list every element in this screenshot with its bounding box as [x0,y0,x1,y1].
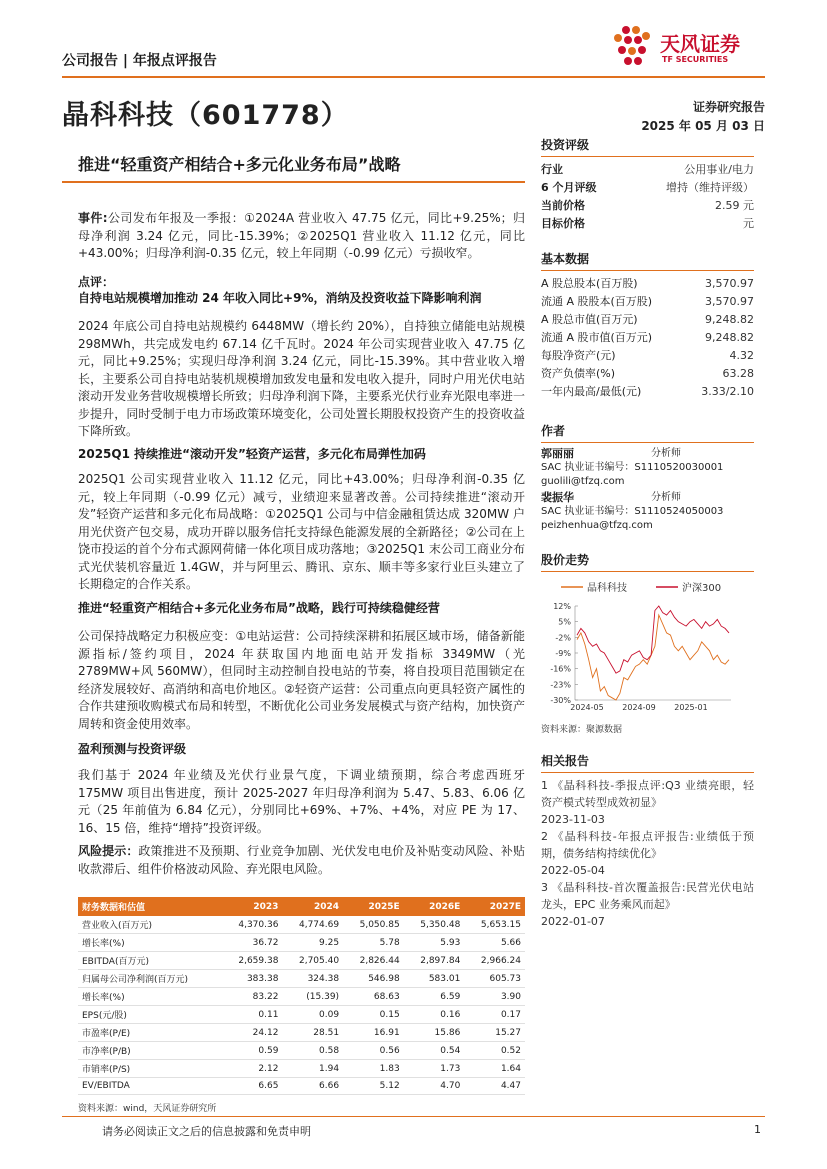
authors-panel [541,422,754,535]
kv-value: 元 [743,217,754,230]
related-divider [541,772,754,773]
table-header-cell: 2027E [464,897,525,916]
footer-divider [62,1116,765,1117]
y-tick-label: -9% [555,649,571,658]
chart-source: 资料来源：聚源数据 [541,725,623,735]
basic-divider [541,270,754,271]
kv-key: A 股总市值(百万元) [541,313,638,326]
legend-label: 沪深300 [682,583,722,594]
related-panel [541,752,754,930]
table-cell: 5.93 [404,934,465,952]
table-row [78,1042,525,1060]
table-cell: 0.52 [464,1042,525,1060]
table-cell: 0.58 [282,1042,343,1060]
x-tick-label: 2025-01 [674,703,708,712]
kv-key: 目标价格 [541,217,585,230]
author-email[interactable]: guolili@tfzq.com [541,476,625,487]
risk-paragraph [78,843,525,878]
kv-row [541,179,754,197]
author-role: 分析师 [651,492,681,503]
table-header-cell: 2023 [222,897,283,916]
kv-value: 增持（维持评级） [666,181,754,194]
kv-row [541,161,754,179]
kv-row [541,383,754,401]
kv-row [541,293,754,311]
table-cell: 5.66 [464,934,525,952]
table-source: 资料来源：wind，天风证券研究所 [78,1104,217,1114]
section-heading: 推进“轻重资产相结合+多元化业务布局”战略，践行可持续稳健经营 [78,601,440,615]
subtitle-divider [62,181,525,183]
kv-row [541,347,754,365]
table-cell: 5.78 [343,934,404,952]
risk-text: 政策推进不及预期、行业竞争加剧、光伏发电电价及补贴变动风险、补贴收款滞后、组件价格波动风险、弃光限电风险。 [78,844,525,876]
kv-row [541,365,754,383]
legend-label: 晶科科技 [587,583,627,594]
table-cell: 83.22 [222,988,283,1006]
y-tick-label: 12% [553,602,571,611]
section-heading: 2025Q1 持续推进“滚动开发”轻资产运营，多元化布局弹性加码 [78,447,426,461]
y-tick-label: -2% [555,633,571,643]
table-cell: 0.54 [404,1042,465,1060]
related-report-date: 2022-01-07 [541,915,605,928]
risk-label: 风险提示： [78,844,139,858]
table-cell: 4.70 [404,1078,465,1095]
related-heading: 相关报告 [541,754,590,768]
kv-key: 流通 A 股股本(百万股) [541,295,653,308]
table-cell: 增长率(%) [78,988,222,1006]
kv-key: 当前价格 [541,199,585,212]
table-cell: 4,370.36 [222,916,283,934]
table-row [78,1006,525,1024]
section-body: 2025Q1 公司实现营业收入 11.12 亿元，同比+43.00%；归母净利润-0.35 亿元，较上年同期（-0.99 亿元）减亏，业绩迎来显著改善。公司持续推进“滚动开发”轻资产运营和多元化布局战略：①2025Q1 公司与中信金融租赁达成 320MW 户用光伏资产包交易，成功开辟以服务信托支持绿色能源发展的全新路径；②公司在上饶市投运的首个分布式源网荷储一体化项目成功落地；③2025Q1 末公司工商业分布式光伏装机容量近 1.4GW，并与阿里云、腾讯、京东、顺丰等多家行业巨头建立了长期稳定的合作关系。 [78,472,525,591]
author-block [541,447,754,489]
table-cell: 4.47 [464,1078,525,1095]
table-row [78,970,525,988]
x-tick-label: 2024-05 [570,703,604,712]
author-line [541,491,754,505]
table-cell: 15.27 [464,1024,525,1042]
event-text: 公司发布年报及一季报：①2024A 营业收入 47.75 亿元，同比+9.25%；归母净利润 3.24 亿元，同比-15.39%；②2025Q1 营业收入 11.12 亿元，同比+43.00%；归母净利润-0.35 亿元，较上年同期（-0.99 亿元）亏损收窄。 [78,211,525,260]
kv-value: 3,570.97 [705,277,754,290]
basic-data-panel [541,250,754,401]
table-cell: 1.83 [343,1060,404,1078]
table-cell: 2,966.24 [464,952,525,970]
kv-value: 2.59 元 [715,199,754,212]
kv-key: 一年内最高/最低(元) [541,385,642,398]
table-cell: 9.25 [282,934,343,952]
table-cell: 0.17 [464,1006,525,1024]
y-tick-label: -30% [550,696,571,705]
author-role: 分析师 [651,448,681,459]
series-line-1 [577,606,729,673]
related-report-title: 2 《晶科科技-年报点评报告:业绩低于预期，债务结构持续优化》 [541,830,754,860]
table-cell: 324.38 [282,970,343,988]
header-divider [62,76,765,78]
kv-key: 6 个月评级 [541,181,597,194]
footer-disclaimer: 请务必阅读正文之后的信息披露和免责申明 [102,1125,311,1138]
report-type: 证券研究报告 [692,100,765,114]
table-header-cell: 2024 [282,897,343,916]
table-cell: 6.65 [222,1078,283,1095]
kv-row [541,215,754,233]
financial-table-wrap [78,897,525,1114]
basic-heading: 基本数据 [541,252,590,266]
rating-heading: 投资评级 [541,138,590,152]
table-cell: 0.15 [343,1006,404,1024]
kv-key: 行业 [541,163,563,176]
table-header-cell: 2026E [404,897,465,916]
rating-divider [541,156,754,157]
table-cell: 3.90 [464,988,525,1006]
related-report-item[interactable] [541,828,754,879]
table-cell: 0.56 [343,1042,404,1060]
table-cell: EV/EBITDA [78,1078,222,1095]
section-heading: 盈利预测与投资评级 [78,742,187,756]
table-row [78,1024,525,1042]
kv-row [541,329,754,347]
table-cell: 68.63 [343,988,404,1006]
table-cell: 1.64 [464,1060,525,1078]
kv-key: 流通 A 股市值(百万元) [541,331,653,344]
table-row [78,988,525,1006]
table-header-cell: 2025E [343,897,404,916]
table-header-cell: 财务数据和估值 [78,897,222,916]
table-cell: 0.11 [222,1006,283,1024]
table-cell: 5,653.15 [464,916,525,934]
section-body: 我们基于 2024 年业绩及光伏行业景气度，下调业绩预期，综合考虑西班牙 175MW 项目出售进度，预计 2025-2027 年归母净利润为 5.47、5.83、6.06 亿元（25 年前值为 6.84 亿元），分别同比+69%、+7%、+4%，对应 PE 为 17、16、15 倍，维持“增持”投资评级。 [78,768,525,835]
author-cert: SAC 执业证书编号：S1110524050003 [541,506,724,517]
event-paragraph [78,210,525,263]
related-report-title: 3 《晶科科技-首次覆盖报告:民营光伏电站龙头，EPC 业务乘风而起》 [541,881,754,911]
report-date: 2025 年 05 月 03 日 [641,119,765,133]
section-heading: 自持电站规模增加推动 24 年收入同比+9%，消纳及投资收益下降影响利润 [78,291,482,305]
kv-key: 每股净资产(元) [541,349,616,362]
table-cell: 0.09 [282,1006,343,1024]
kv-row [541,197,754,215]
table-cell: 24.12 [222,1024,283,1042]
table-cell: 2,705.40 [282,952,343,970]
kv-value: 9,248.82 [705,331,754,344]
table-row [78,934,525,952]
table-cell: 市销率(P/S) [78,1060,222,1078]
rating-panel [541,136,754,233]
table-cell: 15.86 [404,1024,465,1042]
table-cell: 增长率(%) [78,934,222,952]
author-name: 郭丽丽 [541,447,574,460]
section-body: 公司保持战略定力积极应变：①电站运营：公司持续深耕和拓展区域市场，储备新能源指标/签约项目，2024 年获取国内地面电站开发指标 3349MW（光 2789MW+风 560MW），但同时主动控制自投电站的节奏，将自投项目范围锁定在经济发展较好、高消纳和高电价地区。②轻资产运营：公司重点向更具轻资产属性的合作共建预收购模式布局和转型，不断优化公司业务发展模式与资产结构，加快资产周转和资金使用效率。 [78,629,525,731]
financial-table [78,897,525,1095]
kv-row [541,275,754,293]
authors-heading: 作者 [541,424,566,438]
table-cell: 2.12 [222,1060,283,1078]
logo-text-en: TF SECURITIES [662,55,729,64]
y-tick-label: 5% [558,617,571,627]
kv-value: 9,248.82 [705,313,754,326]
table-row [78,1078,525,1095]
table-cell: 583.01 [404,970,465,988]
table-row [78,1060,525,1078]
table-cell: 5,050.85 [343,916,404,934]
y-tick-label: -16% [550,664,571,674]
kv-key: 资产负债率(%) [541,367,616,380]
kv-value: 4.32 [729,349,754,362]
table-cell: 5.12 [343,1078,404,1095]
table-cell: 36.72 [222,934,283,952]
table-cell: 1.73 [404,1060,465,1078]
price-chart-panel [541,551,754,735]
y-tick-label: -23% [550,680,571,690]
kv-value: 3,570.97 [705,295,754,308]
table-cell: 383.38 [222,970,283,988]
author-email[interactable]: peizhenhua@tfzq.com [541,520,653,531]
related-report-item[interactable] [541,777,754,828]
page-number: 1 [754,1123,761,1136]
authors-divider [541,442,754,443]
related-report-date: 2023-11-03 [541,813,605,826]
logo-mark-icon [608,24,658,74]
price-chart-divider [541,571,754,572]
x-tick-label: 2024-09 [622,703,656,712]
table-cell: EPS(元/股) [78,1006,222,1024]
table-cell: 2,659.38 [222,952,283,970]
table-row [78,916,525,934]
table-cell: 5,350.48 [404,916,465,934]
section-body: 2024 年底公司自持电站规模约 6448MW（增长约 20%），自持独立储能电站规模 298MWh，共完成发电约 67.14 亿千瓦时。2024 年公司实现营业收入 47.75 亿元，同比+9.25%；实现归母净利润 3.24 亿元，同比-15.39%。其中营业收入增长，主要系公司自持电站装机规模增加致发电量和发电收入提升，同时户用光伏电站滚动开发业务营收规模增长所致；归母净利润下降，主要系光伏行业弃光限电率进一步提升，同时受制于电力市场政策环境变化，公司处置长期股权投资产生的投资收益下降所致。 [78,319,525,438]
table-row [78,952,525,970]
report-category: 公司报告 | 年报点评报告 [62,53,217,69]
author-name: 裴振华 [541,491,574,504]
table-cell: 2,826.44 [343,952,404,970]
related-report-item[interactable] [541,879,754,930]
comment-label: 点评： [78,275,115,289]
table-cell: EBITDA(百万元) [78,952,222,970]
table-cell: (15.39) [282,988,343,1006]
author-cert: SAC 执业证书编号：S1110520030001 [541,462,724,473]
table-cell: 6.66 [282,1078,343,1095]
table-cell: 28.51 [282,1024,343,1042]
table-cell: 1.94 [282,1060,343,1078]
kv-value: 公用事业/电力 [684,163,754,176]
price-chart [541,576,754,716]
kv-value: 3.33/2.10 [701,385,754,398]
report-subtitle: 推进“轻重资产相结合+多元化业务布局”战略 [78,155,401,174]
related-report-title: 1 《晶科科技-季报点评:Q3 业绩亮眼，轻资产模式转型成效初显》 [541,779,754,809]
table-cell: 归属母公司净利润(百万元) [78,970,222,988]
author-block [541,491,754,533]
price-chart-heading: 股价走势 [541,553,590,567]
table-cell: 0.59 [222,1042,283,1060]
kv-row [541,311,754,329]
table-cell: 605.73 [464,970,525,988]
kv-key: A 股总股本(百万股) [541,277,638,290]
table-cell: 546.98 [343,970,404,988]
table-cell: 4,774.69 [282,916,343,934]
related-report-date: 2022-05-04 [541,864,605,877]
table-cell: 营业收入(百万元) [78,916,222,934]
table-cell: 0.16 [404,1006,465,1024]
table-cell: 市净率(P/B) [78,1042,222,1060]
table-cell: 6.59 [404,988,465,1006]
kv-value: 63.28 [722,367,754,380]
table-cell: 16.91 [343,1024,404,1042]
page-title: 晶科科技（601778） [62,100,349,131]
event-label: 事件: [78,211,108,225]
author-line [541,447,754,461]
table-cell: 2,897.84 [404,952,465,970]
table-cell: 市盈率(P/E) [78,1024,222,1042]
logo-text: 天风证券 [660,32,740,56]
